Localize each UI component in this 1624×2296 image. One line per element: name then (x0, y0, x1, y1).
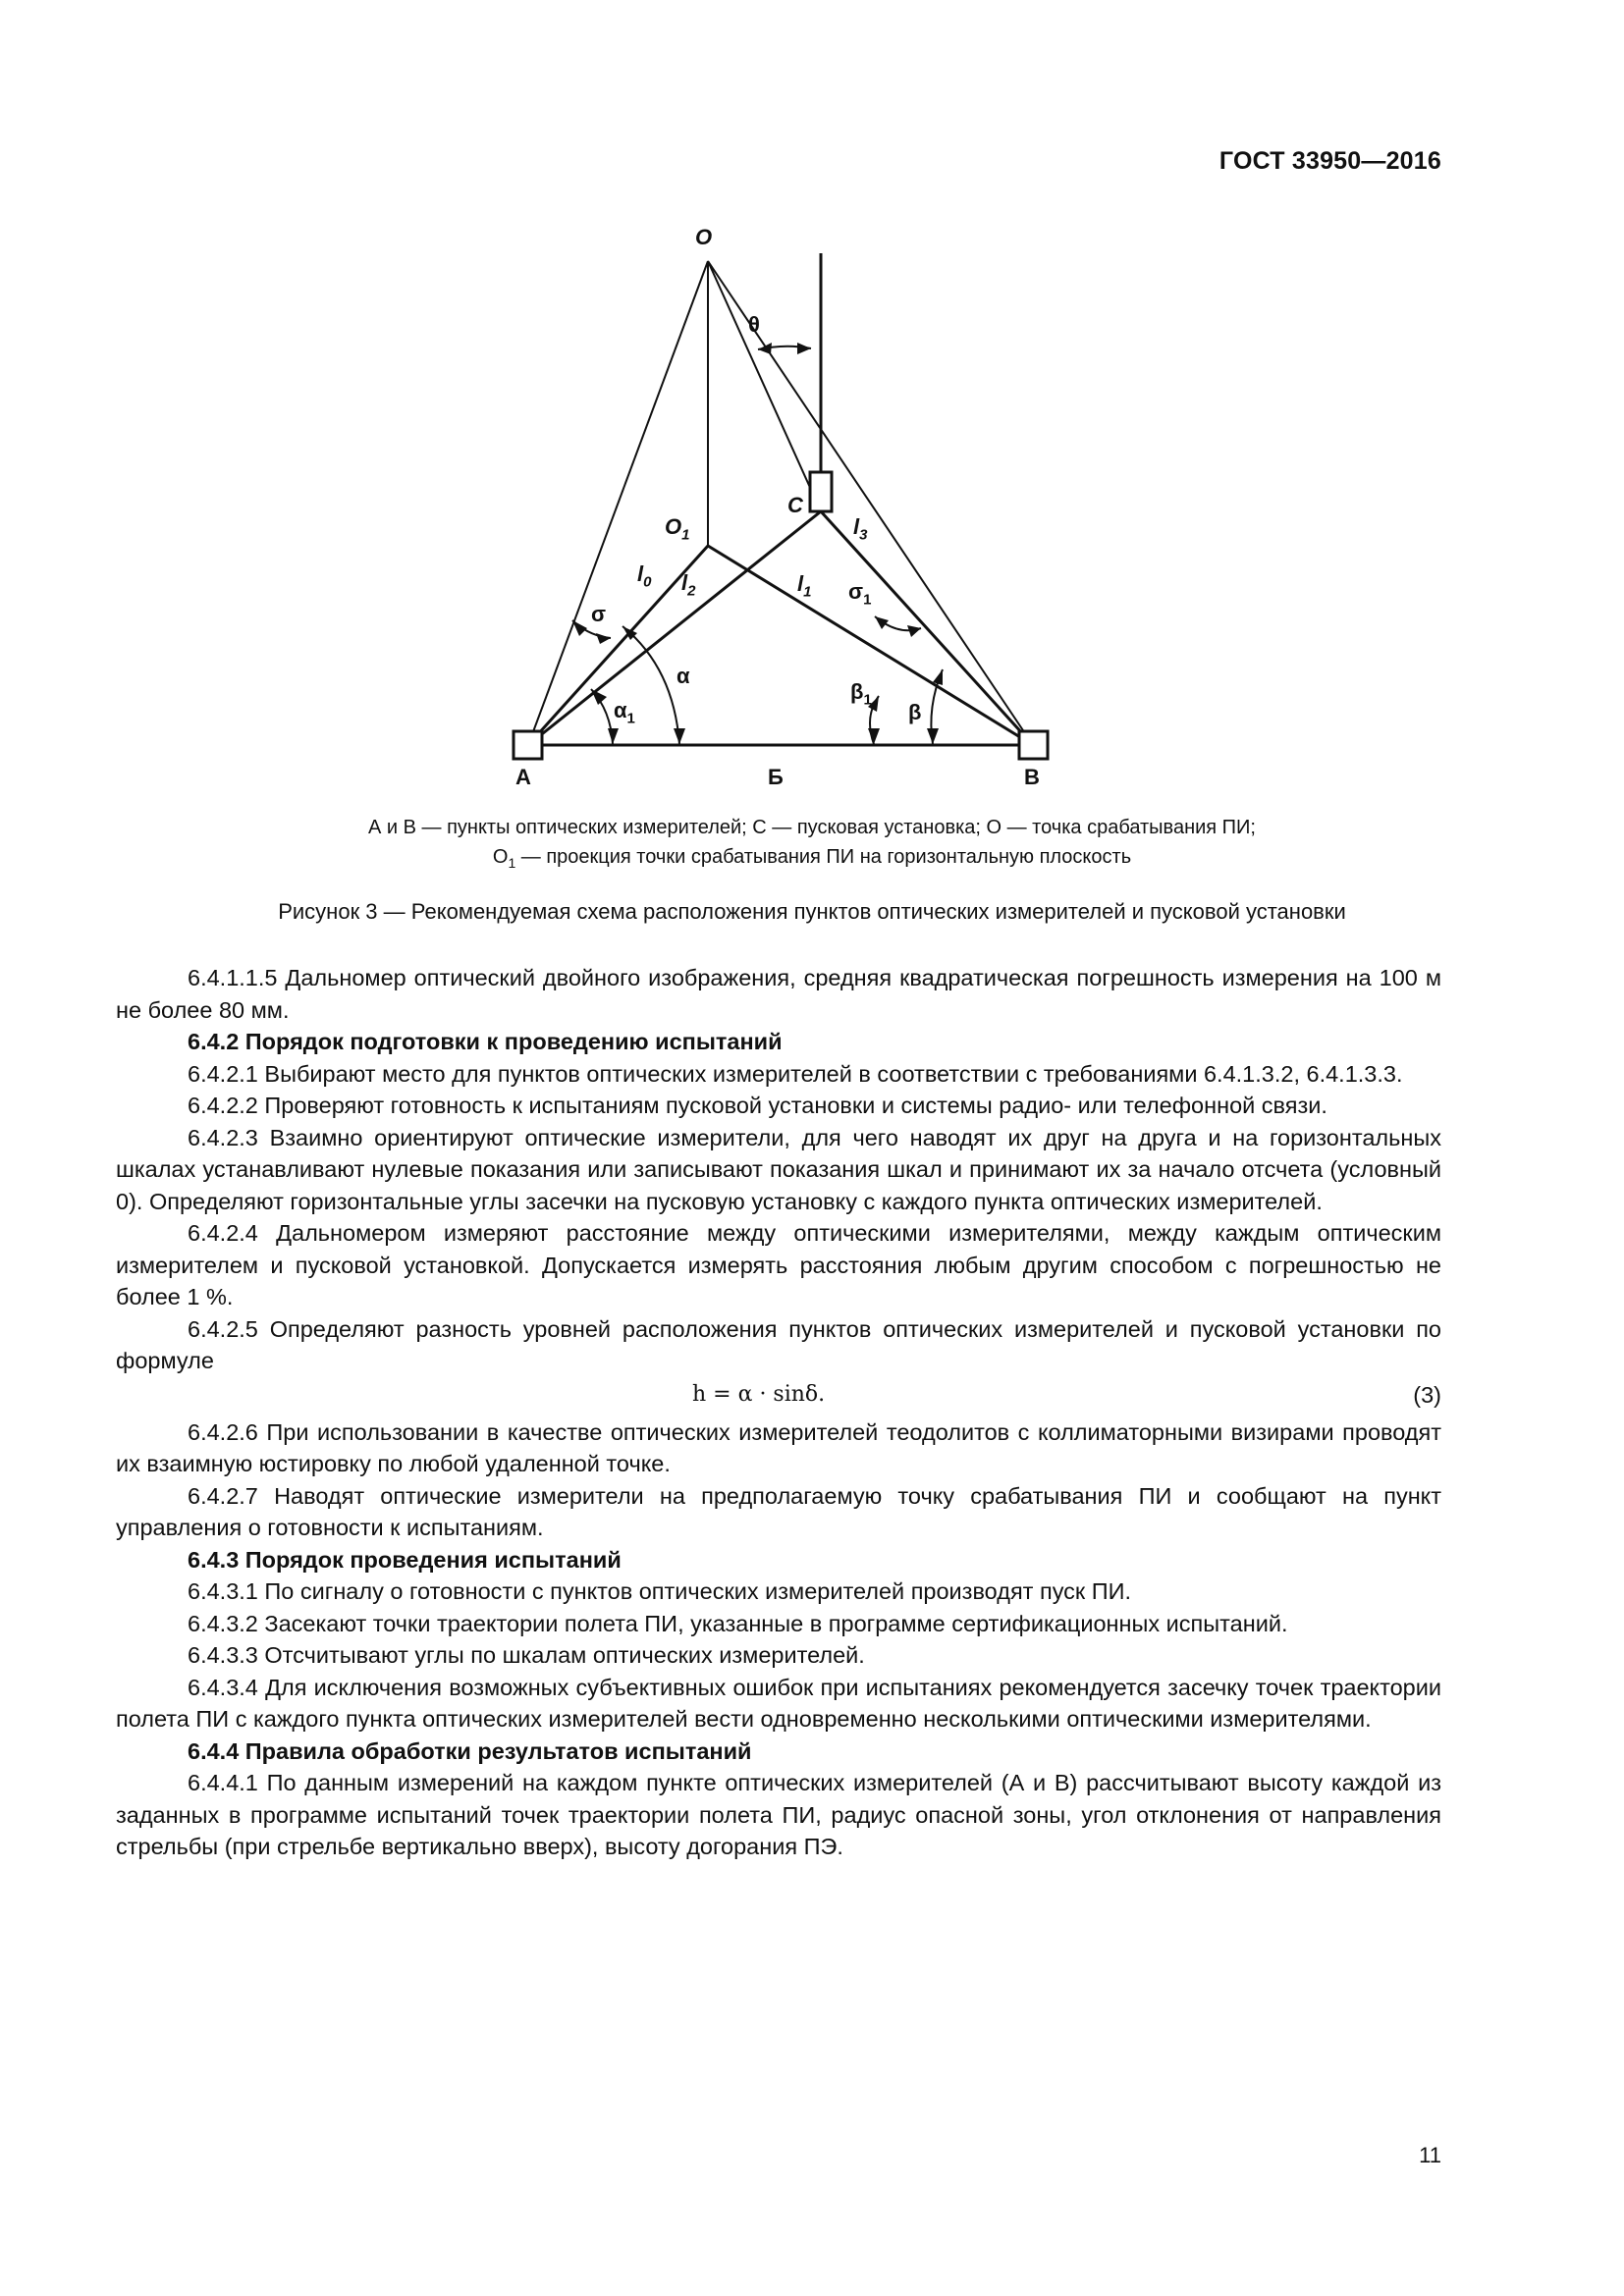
label-l2: $l_2$ (681, 570, 696, 600)
paragraph-6-4-2-3: 6.4.2.3 Взаимно ориентируют оптические измерители, для чего наводят их друг на друга и на горизонтальных шкалах устанавливают нулевые показания или записывают показания шкал и принимают их за начало отсчета (условный 0). Определяют горизонтальные углы засечки на пусковую установку с каждого пункта оптических измерителей. (116, 1124, 1441, 1214)
label-theta: θ (748, 312, 760, 337)
beta-arrow (933, 669, 943, 685)
point-a-box (514, 731, 542, 759)
paragraph-6-4-4-1: 6.4.4.1 По данным измерений на каждом пункте оптических измерителей (А и В) рассчитывают высоту каждой из заданных в программе испытаний точек траектории полета ПИ, радиус опасной зоны, угол отклонения от направления стрельбы (при стрельбе вертикально вверх), высоту догорания ПЭ. (116, 1770, 1441, 1859)
paragraph-6-4-3-3: 6.4.3.3 Отсчитывают углы по шкалам оптических измерителей. (188, 1642, 865, 1668)
label-sigma: σ (591, 602, 607, 626)
paragraph-6-4-2-4: 6.4.2.4 Дальномером измеряют расстояние между оптическими измерителями, между каждым оптическим измерителем и пусковой установкой. Допускается измерять расстояния любым другим способом с погрешностью не более 1 %. (116, 1220, 1441, 1309)
paragraph-6-4-2-5: 6.4.2.5 Определяют разность уровней расположения пунктов оптических измерителей и пусковой установки по формуле (116, 1315, 1441, 1373)
label-alpha: α (677, 664, 690, 688)
figure-legend (0, 813, 1624, 878)
paragraph-6-4-2-7: 6.4.2.7 Наводят оптические измерители на предполагаемую точку срабатывания ПИ и сообщают на пункт управления о готовности к испытаниям. (116, 1482, 1441, 1540)
paragraph-6-4-2-6: 6.4.2.6 При использовании в качестве оптических измерителей теодолитов с коллиматорными визирами проводят их взаимную юстировку по любой удаленной точке. (116, 1418, 1441, 1476)
paragraph-6-4-3-4: 6.4.3.4 Для исключения возможных субъективных ошибок при испытаниях рекомендуется засечку точек траектории полета ПИ с каждого пункта оптических измерителей вести одновременно несколькими оптическими измерителями. (116, 1674, 1441, 1732)
figure-caption: Рисунок 3 — Рекомендуемая схема расположения пунктов оптических измерителей и пусковой установки (278, 899, 1346, 924)
formula-number: (3) (1413, 1381, 1441, 1408)
label-c: C (787, 493, 803, 517)
alpha-arrow-2 (674, 728, 685, 744)
formula-3 (116, 1379, 1441, 1411)
sigma-arrow-2 (596, 633, 611, 644)
label-sigma1: $\sigma_1$ (848, 579, 872, 609)
formula-expression: h = α · sinδ. (692, 1381, 826, 1407)
line-o-c (708, 261, 821, 511)
label-base-b: Б (768, 765, 784, 789)
document-body (116, 962, 1441, 1863)
document-code: ГОСТ 33950—2016 (1218, 147, 1441, 175)
label-beta: β (908, 700, 922, 724)
label-l3: $l_3$ (853, 514, 868, 544)
beta1-arrow-2 (868, 728, 880, 744)
label-o1: $O_1$ (665, 514, 690, 544)
line-c-b (821, 511, 1033, 745)
diagram-svg (0, 0, 1624, 883)
label-a: А (515, 765, 531, 789)
launch-unit-box (810, 472, 832, 511)
paragraph-6-4-2-2: 6.4.2.2 Проверяют готовность к испытаниям пусковой установки и системы радио- или телефонной связи. (188, 1093, 1327, 1118)
sigma1-arrow (907, 625, 921, 637)
paragraph-6-4-3-2: 6.4.3.2 Засекают точки траектории полета ПИ, указанные в программе сертификационных испытаний. (188, 1610, 1288, 1636)
alpha1-arrow-2 (608, 728, 619, 744)
label-alpha1: $\alpha_1$ (614, 698, 635, 727)
sigma-arrow (572, 620, 587, 636)
theta-arrow-right (797, 343, 811, 354)
page-number: 11 (1419, 2143, 1441, 2167)
label-beta1: $\beta_1$ (850, 679, 872, 709)
alpha1-arrow (591, 689, 607, 705)
heading-6-4-4: 6.4.4 Правила обработки результатов испытаний (188, 1737, 752, 1764)
paragraph-6-4-3-1: 6.4.3.1 По сигналу о готовности с пунктов оптических измерителей производят пуск ПИ. (188, 1578, 1132, 1604)
heading-6-4-2: 6.4.2 Порядок подготовки к проведению испытаний (188, 1029, 783, 1054)
point-b-box (1019, 731, 1048, 759)
figure-diagram (0, 0, 1624, 883)
sigma1-arrow-2 (875, 616, 889, 629)
paragraph-6-4-1-1-5: 6.4.1.1.5 Дальномер оптический двойного изображения, средняя квадратическая погрешность измерения на 100 м не более 80 мм. (116, 965, 1441, 1023)
label-l1: $l_1$ (797, 571, 812, 601)
legend-line-1: А и В — пункты оптических измерителей; С — пусковая установка; О — точка срабатывания ПИ; (367, 817, 1256, 838)
paragraph-6-4-2-1: 6.4.2.1 Выбирают место для пунктов оптических измерителей в соответствии с требованиями 6.4.1.3.2, 6.4.1.3.3. (188, 1060, 1403, 1087)
label-o: O (695, 225, 713, 249)
legend-line-2: $О_1$ — проекция точки срабатывания ПИ на горизонтальную плоскость (492, 846, 1132, 871)
heading-6-4-3: 6.4.3 Порядок проведения испытаний (188, 1546, 622, 1573)
label-l0: $l_0$ (637, 561, 652, 591)
label-v: В (1024, 765, 1040, 789)
beta-arrow-2 (927, 728, 939, 744)
